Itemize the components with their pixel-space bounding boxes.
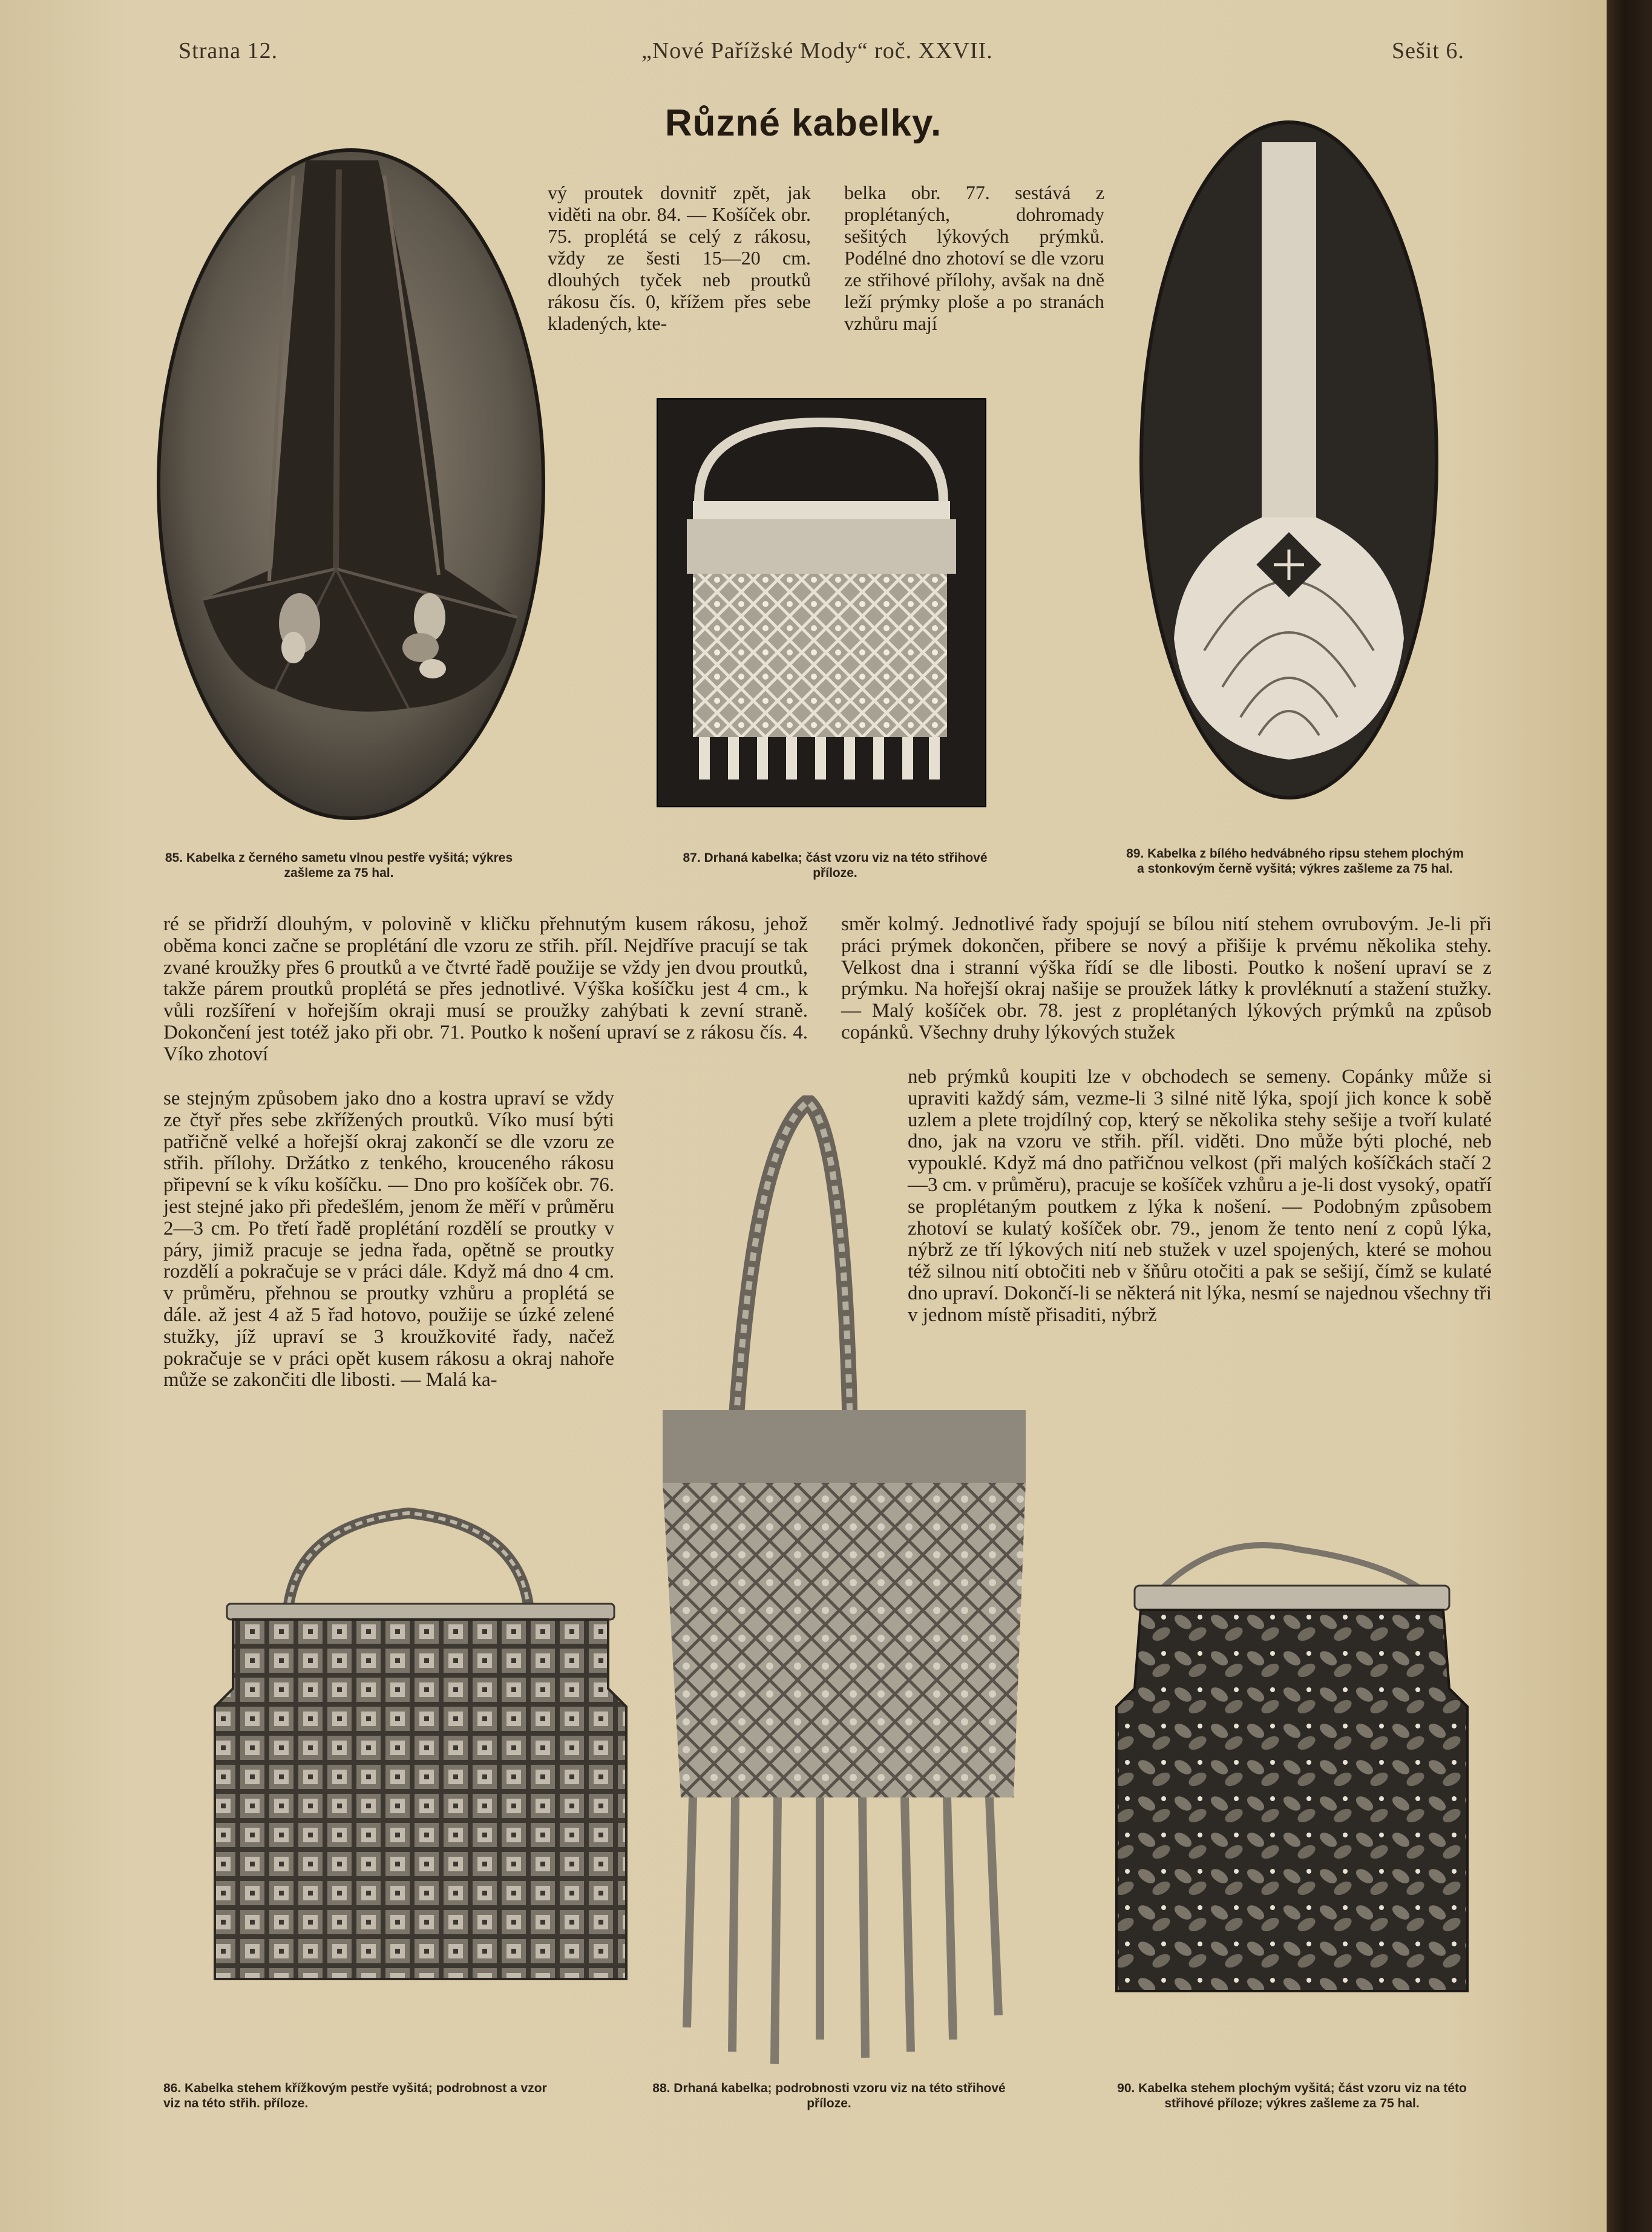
magazine-title: „Nové Pařížské Mody“ roč. XXVII. — [641, 38, 993, 64]
body-left-narrow: se stejným způsobem jako dno a kostra upraví se vždy ze čtyř přes sebe zkřížených proutků. Víko musí býti patřičně velké a hořejší okraj zakončí se dle vzoru ze střih. přílohy. Držátko z tenkého, krouceného rákosu připevní se k víku košíčku. — Dno pro košíček obr. 76. jest stejné jako při předešlém, jenom že měří v průměru 2—3 cm. Po třetí řadě proplétání rozdělí se proutky v páry, jimiž pracuje se jedna řada, opětně se proutky rozdělí a pokračuje se v práci dále. Když má dno 4 cm. v průměru, přehnou se proutky vzhůru a proplétá se dále. až jest 4 až 5 řad hotovo, použije se úzké zelené stužky, jíž upraví se 3 kroužkovité řady, načež pokračuje se v práci opět kusem rákosu a okraj nahoře může se zakončiti dle libosti. — Malá ka- — [163, 1088, 614, 1391]
body-left-wide: ré se přidrží dlouhým, v polovině v kličku přehnutým kusem rákosu, jehož oběma konci začne se proplétání dle vzoru ze střih. příl. Nejdříve pracují se tak zvané kroužky přes 6 proutků a ve čtvrté řadě použije se vždy jen dvou proutků, takže párem proutků proplétá se přes jednotlivé. Výška košíčku jest 4 cm., k vůli rozšíření v hořejším okraji musí se proužky zahýbati k zevní straně. Dokončení jest totéž jako při obr. 71. Poutko k nošení upraví se z rákosu čís. 4. Víko zhotoví — [163, 913, 808, 1065]
caption-figure-90: 90. Kabelka stehem plochým vyšitá; část vzoru viz na této střihové příloze; výkres zašleme za 75 hal. — [1117, 2081, 1467, 2110]
figure-85-velvet-bag — [154, 145, 548, 823]
caption-figure-87: 87. Drhaná kabelka; část vzoru viz na této střihové příloze. — [683, 851, 988, 880]
caption-figure-89: 89. Kabelka z bílého hedvábného ripsu stehem plochým a stonkovým černě vyšitá; výkres zašleme za 75 hal. — [1126, 847, 1464, 876]
upper-text-column-1: vý proutek dovnitř zpět, jak viděti na obr. 84. — Košíček obr. 75. proplétá se celý z rákosu, vždy ze šesti 15—20 cm. dlouhých tyček neb proutků rákosu čís. 0, křížem přes sebe kladených, kte- — [548, 182, 811, 334]
figure-86-cross-stitch-bag — [209, 1501, 644, 1997]
article-title: Různé kabelky. — [664, 102, 942, 144]
book-binding-edge — [1607, 0, 1652, 2232]
caption-figure-88: 88. Drhaná kabelka; podrobnosti vzoru viz na této střihové příloze. — [652, 2081, 1006, 2110]
body-right-wide: směr kolmý. Jednotlivé řady spojují se bílou nití stehem ovrubovým. Je-li při práci prýmek dokončen, přibere se nový a přišije k prvému několika stehy. Velkost dna i stranní výška řídí se dle libosti. Poutko k nošení upraví se z prýmku. Na hořejší okraj našije se proužek látky k provléknutí a stažení stužky. — Malý košíček obr. 78. jest z proplétaných lýkových prýmků na způsob copánků. Všechny druhy lýkových stužek — [841, 913, 1492, 1043]
figure-87-macrame-bag — [657, 398, 986, 807]
figure-88-macrame-bag — [644, 1095, 1044, 2076]
issue-number: Sešit 6. — [1392, 38, 1464, 64]
upper-text-column-2: belka obr. 77. sestává z proplétaných, dohromady sešitých lýkových prýmků. Podélné dno zhotoví se dle vzoru ze střihové přílohy, avšak na dně leží prýmky ploše a po stranách vzhůru mají — [844, 182, 1104, 334]
body-right-narrow: neb prýmků koupiti lze v obchodech se semeny. Copánky může si upraviti každý sám, vezme-li 3 silné nitě lýka, spojí jich konce k sobě uzlem a plete trojdílný cop, který se několika stehy sešije a tvoří kulaté dno, jak na vzoru ve střih. příl. viděti. Dno může býti ploché, neb vypouklé. Když má dno patřičnou velkost (při malých košíčkách stačí 2—3 cm. v průměru), pracuje se košíček vzhůru a je-li dost vysoký, opatří se proplétaným poutkem z lýka k nošení. — Podobným způsobem zhotoví se kulatý košíček obr. 79., jenom že tento není z copů lýka, nýbrž ze tří lýkových nití neb stužek v uzel spojených, které se mohou též silnou nití obtočiti neb v šňůru otočiti a pak se sešijí, čímž se kulaté dno upraví. Dokončí-li se některá nit lýka, nesmí se najednou všechny tři v jednom místě přisaditi, nýbrž — [908, 1066, 1492, 1326]
caption-figure-86: 86. Kabelka stehem křížkovým pestře vyšitá; podrobnost a vzor viz na této střih. příloze. — [163, 2081, 547, 2110]
figure-90-leaf-embroidered-bag — [1098, 1537, 1486, 2003]
caption-figure-85: 85. Kabelka z černého sametu vlnou pestře vyšitá; výkres zašleme za 75 hal. — [165, 851, 513, 880]
figure-89-silk-bag — [1138, 118, 1440, 802]
page-number: Strana 12. — [179, 38, 278, 64]
